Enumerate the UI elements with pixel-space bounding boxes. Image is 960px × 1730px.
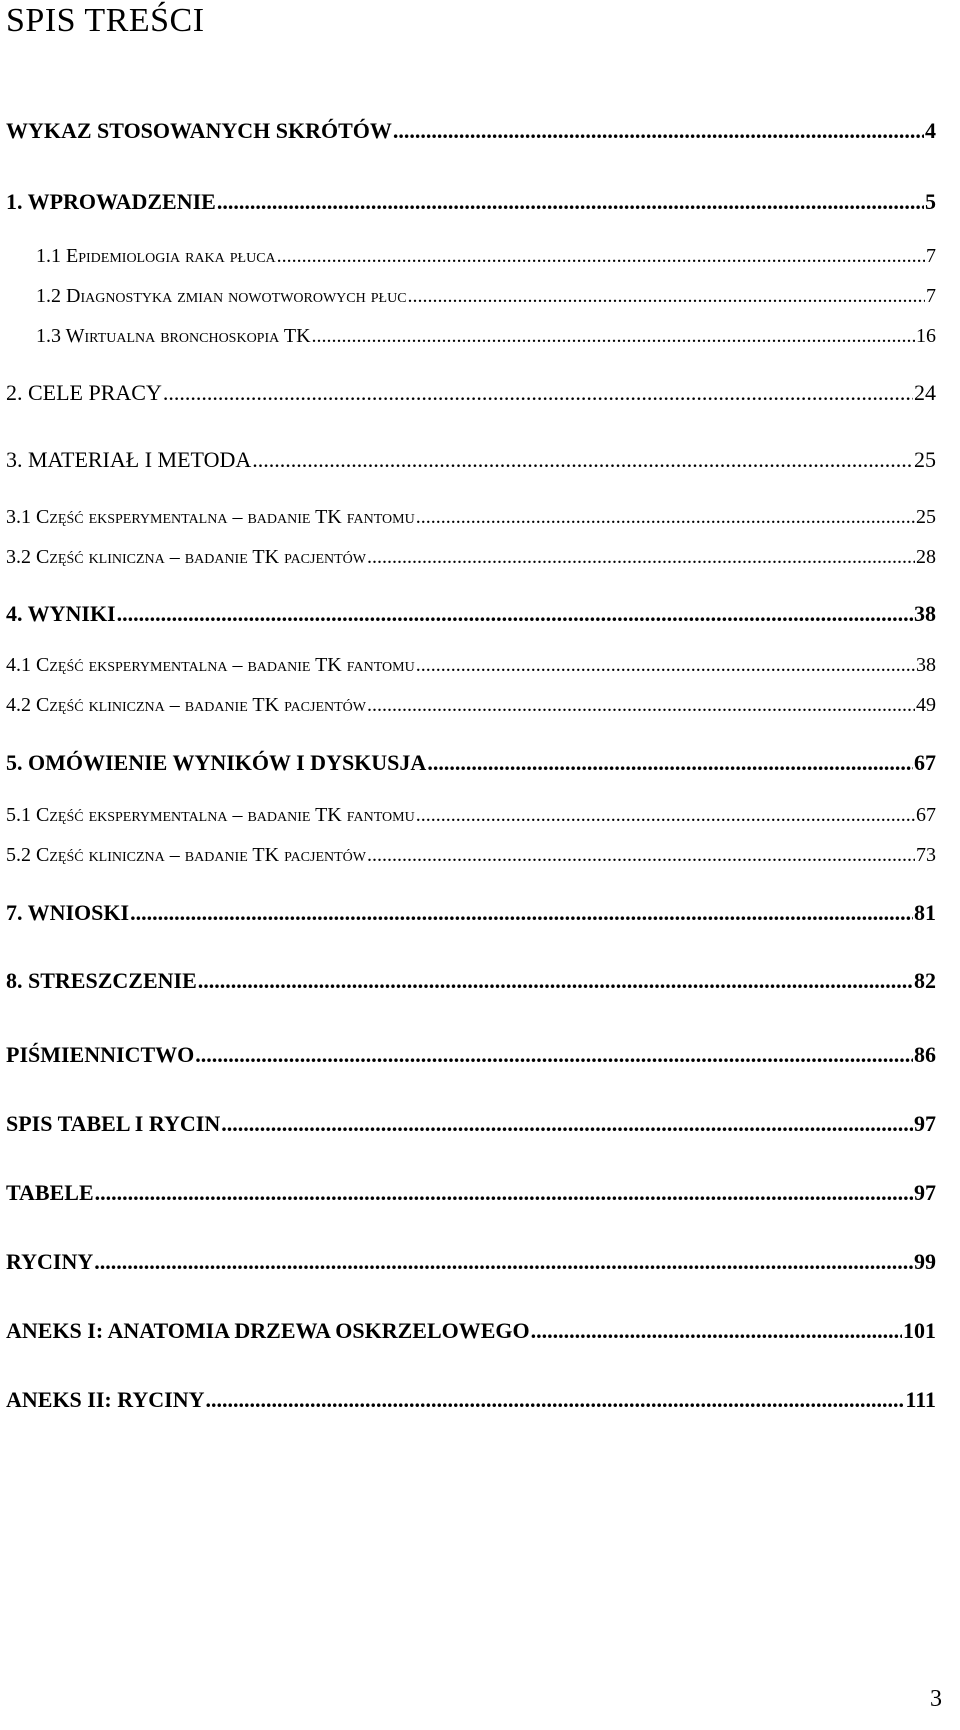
toc-entry-label: 3.1 Część eksperymentalna – badanie TK fantomu — [6, 506, 415, 528]
toc-leader-dots — [416, 654, 915, 677]
page-number: 3 — [930, 1686, 942, 1712]
toc-leader-dots — [408, 285, 925, 308]
toc-entry-label: 8. STRESZCZENIE — [6, 968, 197, 993]
toc-entry-page: 111 — [905, 1387, 936, 1412]
toc-entry-page: 99 — [914, 1249, 936, 1274]
toc-entry-label: 2. CELE PRACY — [6, 380, 162, 405]
toc-entry-label: 4. WYNIKI — [6, 601, 116, 626]
toc-leader-dots — [367, 844, 915, 867]
toc-entry[interactable] — [6, 1318, 936, 1344]
toc-entry-label: PIŚMIENNICTWO — [6, 1042, 195, 1067]
toc-entry-page: 97 — [914, 1111, 936, 1136]
toc-entry[interactable] — [6, 380, 936, 406]
toc-leader-dots — [416, 506, 915, 529]
toc-entry-page: 16 — [916, 325, 936, 347]
toc-entry-label: 7. WNIOSKI — [6, 900, 130, 925]
toc-leader-dots — [252, 447, 913, 473]
toc-entry-page: 38 — [916, 654, 936, 676]
toc-entry-page: 49 — [916, 694, 936, 716]
toc-entry[interactable] — [6, 601, 936, 627]
toc-entry-page: 28 — [916, 546, 936, 568]
toc-entry[interactable] — [6, 1111, 936, 1137]
toc-entry-label: TABELE — [6, 1180, 94, 1205]
toc-entry[interactable] — [6, 844, 936, 867]
toc-leader-dots — [416, 804, 915, 827]
toc-entry-label: 5. OMÓWIENIE WYNIKÓW I DYSKUSJA — [6, 750, 427, 775]
toc-entry-page: 24 — [914, 380, 936, 405]
toc-entry-page: 67 — [914, 750, 936, 775]
toc-leader-dots — [427, 750, 913, 776]
toc-leader-dots — [367, 546, 915, 569]
toc-leader-dots — [367, 694, 915, 717]
toc-leader-dots — [393, 118, 924, 144]
toc-entry[interactable] — [36, 285, 936, 308]
toc-leader-dots — [94, 1249, 913, 1275]
toc-entry[interactable] — [6, 1180, 936, 1206]
toc-entry-page: 5 — [925, 189, 936, 214]
toc-entry-page: 7 — [926, 245, 936, 267]
toc-entry-label: ANEKS II: RYCINY — [6, 1387, 205, 1412]
toc-leader-dots — [221, 1111, 913, 1137]
toc-entry-label: 1.3 Wirtualna bronchoskopia TK — [36, 325, 311, 347]
toc-leader-dots — [198, 968, 913, 994]
toc-entry-label: WYKAZ STOSOWANYCH SKRÓTÓW — [6, 118, 392, 143]
toc-entry-label: ANEKS I: ANATOMIA DRZEWA OSKRZELOWEGO — [6, 1318, 530, 1343]
toc-entry[interactable] — [6, 750, 936, 776]
toc-entry[interactable] — [6, 900, 936, 926]
toc-entry-label: 4.1 Część eksperymentalna – badanie TK fantomu — [6, 654, 415, 676]
toc-entry-label: 1.1 Epidemiologia raka płuca — [36, 245, 276, 267]
toc-entry[interactable] — [6, 654, 936, 677]
toc-leader-dots — [117, 601, 913, 627]
toc-entry-page: 67 — [916, 804, 936, 826]
toc-entry-label: 4.2 Część kliniczna – badanie TK pacjentów — [6, 694, 367, 716]
toc-entry[interactable] — [6, 1387, 936, 1413]
toc-entry-label: 3.2 Część kliniczna – badanie TK pacjentów — [6, 546, 367, 568]
toc-entry-label: 3. MATERIAŁ I METODA — [6, 447, 252, 472]
toc-leader-dots — [95, 1180, 913, 1206]
toc-leader-dots — [205, 1387, 904, 1413]
toc-entry[interactable] — [6, 506, 936, 529]
toc-entry-page: 97 — [914, 1180, 936, 1205]
toc-entry-page: 4 — [925, 118, 936, 143]
toc-entry[interactable] — [36, 245, 936, 268]
toc-entry-page: 38 — [914, 601, 936, 626]
toc-leader-dots — [130, 900, 913, 926]
toc-leader-dots — [217, 189, 924, 215]
toc-entry-page: 73 — [916, 844, 936, 866]
toc-entry[interactable] — [6, 804, 936, 827]
toc-leader-dots — [531, 1318, 902, 1344]
toc-entry[interactable] — [6, 189, 936, 215]
toc-entry-page: 25 — [914, 447, 936, 472]
toc-entry[interactable] — [6, 118, 936, 144]
page-title: SPIS TREŚCI — [6, 2, 205, 39]
toc-entry-label: 1.2 Diagnostyka zmian nowotworowych płuc — [36, 285, 407, 307]
toc-entry-label: 5.2 Część kliniczna – badanie TK pacjentów — [6, 844, 367, 866]
toc-leader-dots — [312, 325, 915, 348]
toc-entry[interactable] — [6, 546, 936, 569]
toc-entry-label: SPIS TABEL I RYCIN — [6, 1111, 221, 1136]
toc-entry[interactable] — [6, 1249, 936, 1275]
toc-leader-dots — [195, 1042, 913, 1068]
toc-entry-page: 101 — [903, 1318, 936, 1343]
toc-leader-dots — [163, 380, 913, 406]
toc-entry[interactable] — [6, 1042, 936, 1068]
toc-entry-page: 82 — [914, 968, 936, 993]
toc-entry-label: RYCINY — [6, 1249, 94, 1274]
toc-entry-page: 7 — [926, 285, 936, 307]
toc-entry[interactable] — [6, 968, 936, 994]
toc-entry-page: 25 — [916, 506, 936, 528]
toc-entry-label: 5.1 Część eksperymentalna – badanie TK fantomu — [6, 804, 415, 826]
toc-entry-page: 81 — [914, 900, 936, 925]
toc-entry[interactable] — [6, 694, 936, 717]
toc-leader-dots — [277, 245, 925, 268]
toc-entry-page: 86 — [914, 1042, 936, 1067]
toc-entry-label: 1. WPROWADZENIE — [6, 189, 216, 214]
toc-entry[interactable] — [36, 325, 936, 348]
toc-entry[interactable] — [6, 447, 936, 473]
